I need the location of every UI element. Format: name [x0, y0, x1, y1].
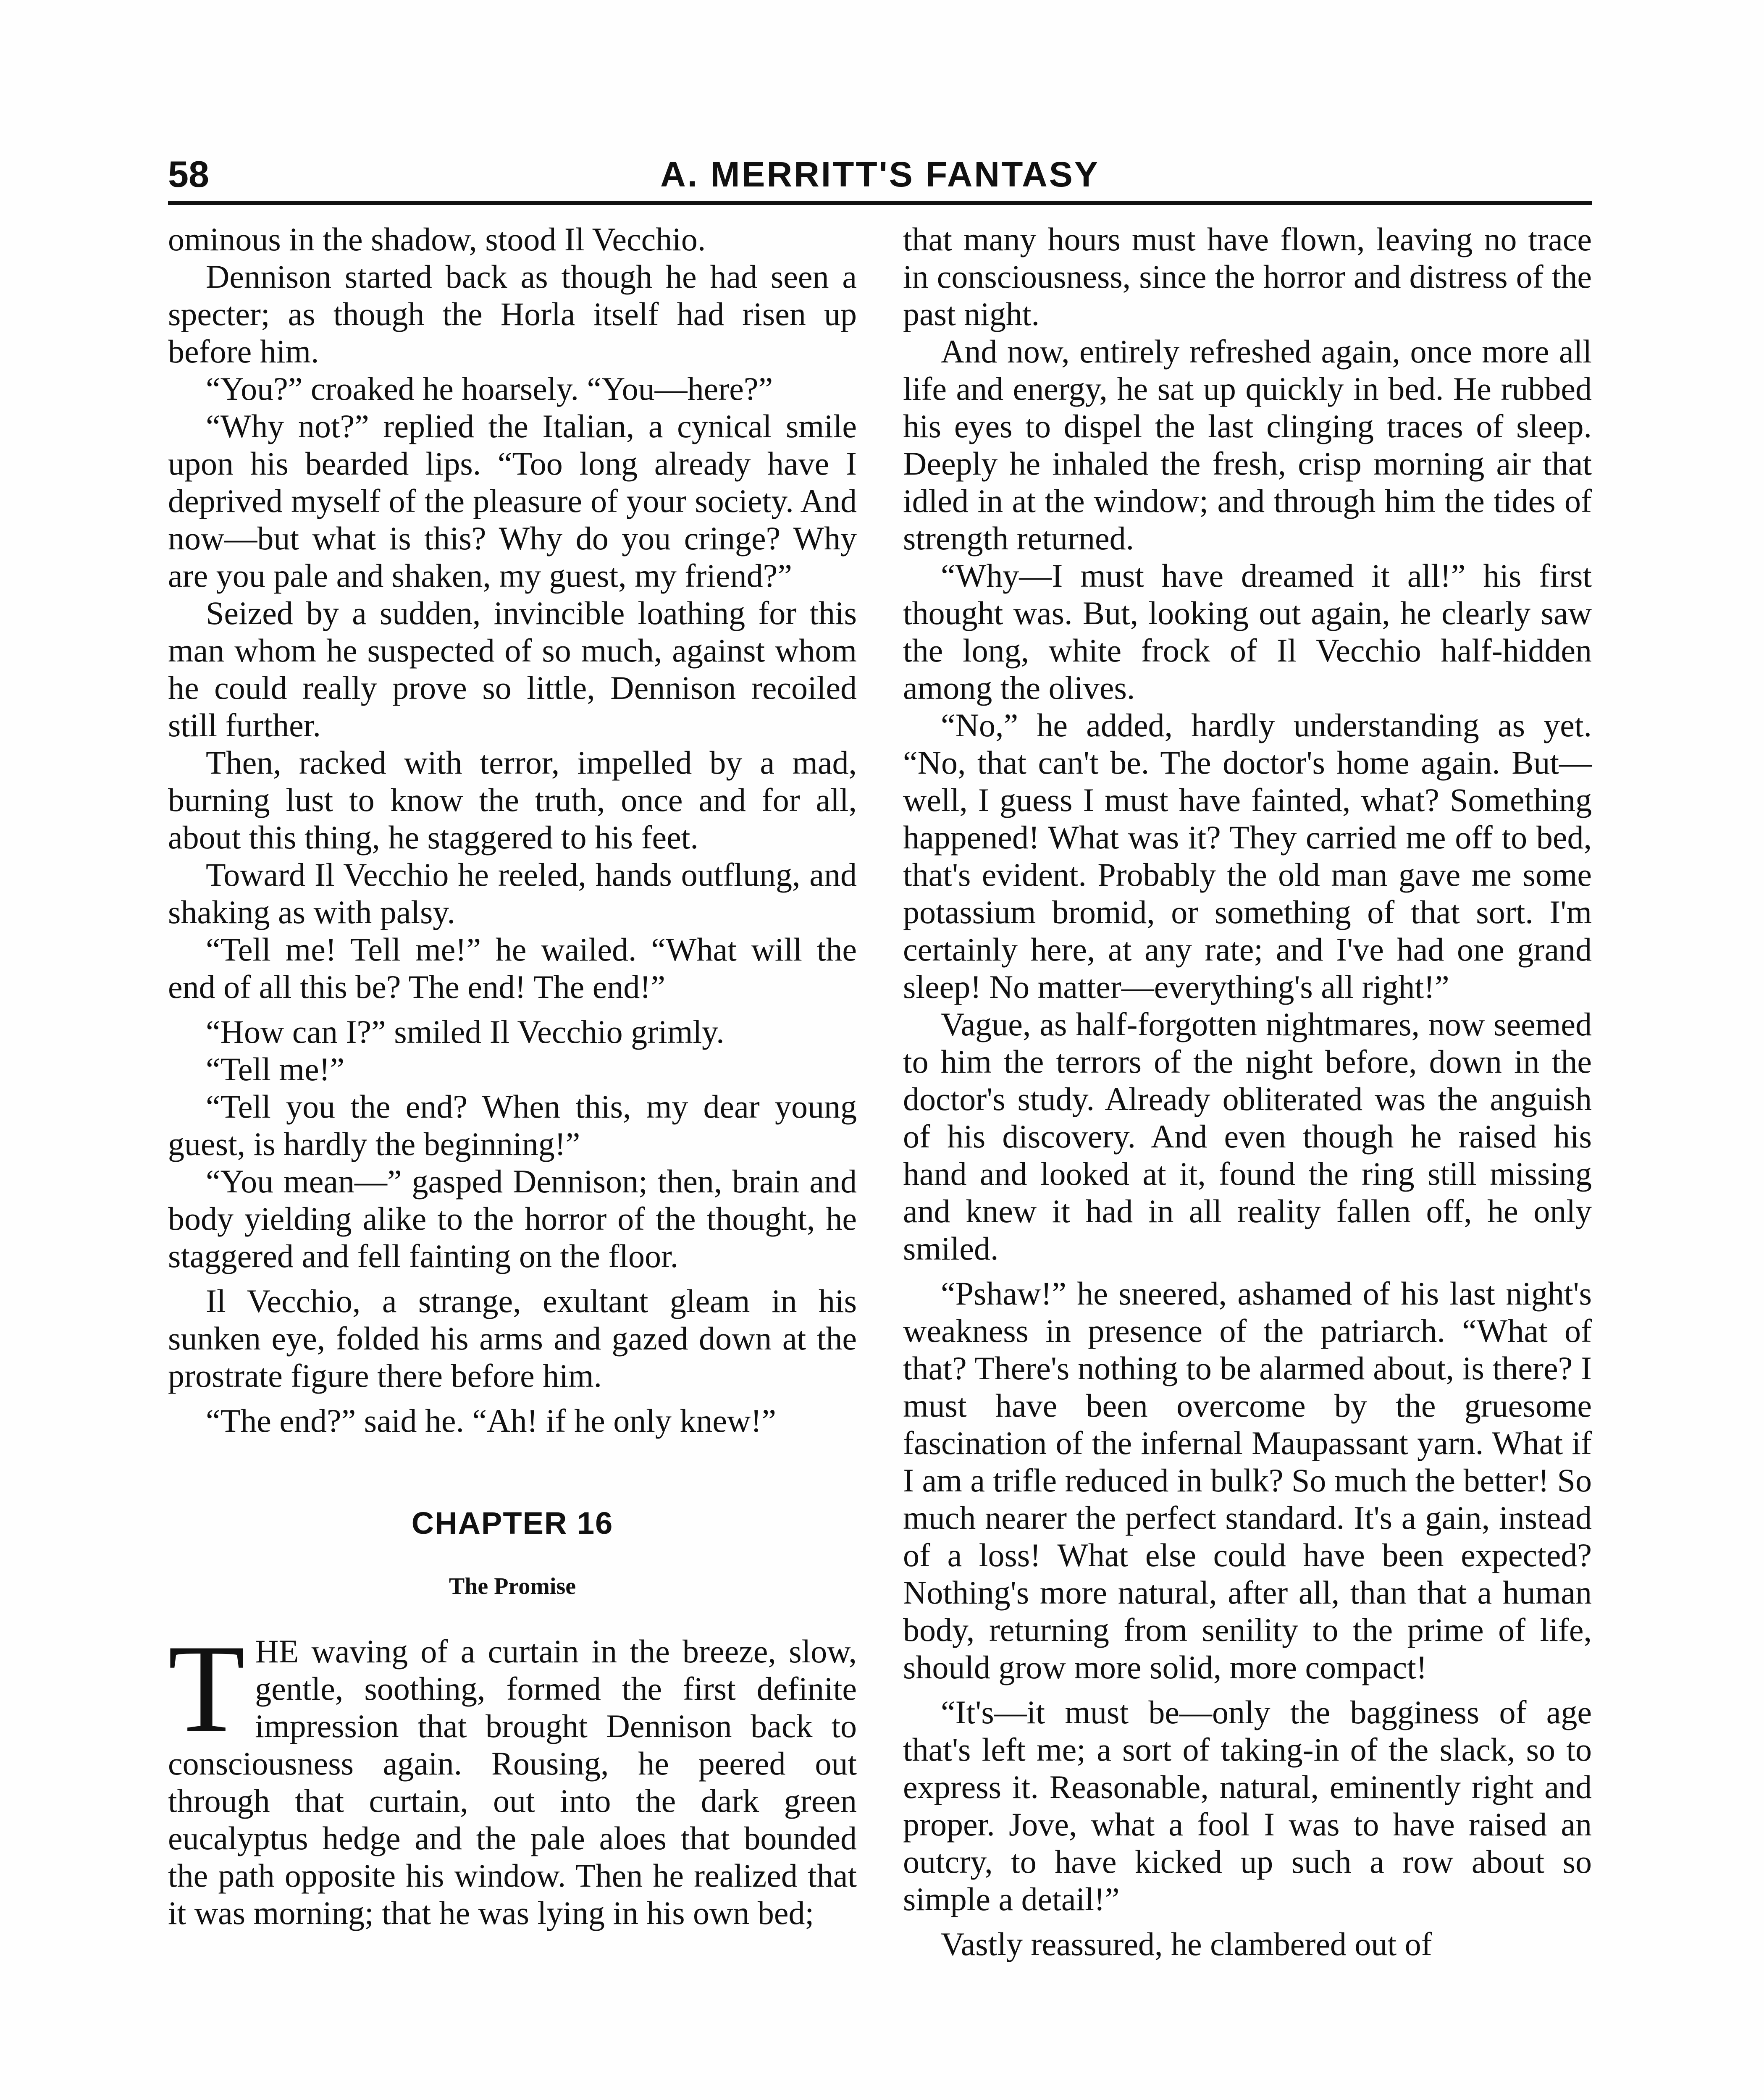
- paragraph: Il Vecchio, a strange, exultant gleam in his sunken eye, folded his arms and gazed down at the prostrate figure there before him.: [168, 1283, 857, 1394]
- paragraph: Dennison started back as though he had seen a specter; as though the Horla itself had risen up before him.: [168, 258, 857, 370]
- drop-cap: T: [168, 1619, 245, 1758]
- paragraph: “Tell me! Tell me!” he wailed. “What will the end of all this be? The end! The end!”: [168, 931, 857, 1005]
- paragraph: ominous in the shadow, stood Il Vecchio.: [168, 221, 706, 257]
- paragraph: Then, racked with terror, impelled by a mad, burning lust to know the truth, once and for all, about this thing, he staggered to his feet.: [168, 744, 857, 856]
- paragraph: “Why—I must have dreamed it all!” his first thought was. But, looking out again, he clearly saw the long, white frock of Il Vecchio half-hidden among the olives.: [903, 557, 1592, 706]
- paragraph: Seized by a sudden, invincible loathing for this man whom he suspected of so much, against whom he could really prove so little, Dennison recoiled still further.: [168, 595, 857, 743]
- paragraph: “You mean—” gasped Dennison; then, brain and body yielding alike to the horror of the thought, he staggered and fell fainting on the floor.: [168, 1163, 857, 1274]
- left-column: [168, 220, 857, 2100]
- paragraph: “How can I?” smiled Il Vecchio grimly.: [206, 1013, 724, 1050]
- running-head: A. MERRITT'S FANTASY: [660, 155, 1100, 194]
- paragraph: And now, entirely refreshed again, once more all life and energy, he sat up quickly in bed. He rubbed his eyes to dispel the last clinging traces of sleep. Deeply he inhaled the fresh, crisp morning air that idled in at the window; and through him the tides of strength returned.: [903, 333, 1592, 556]
- page-number: 58: [168, 153, 209, 195]
- paragraph: “The end?” said he. “Ah! if he only knew!”: [206, 1402, 776, 1439]
- paragraph: “Pshaw!” he sneered, ashamed of his last night's weakness in presence of the patriarch. “What of that? There's nothing to be alarmed about, is there? I must have been overcome by the gruesome fascination of the infernal Maupassant yarn. What if I am a trifle reduced in bulk? So much the better! So much nearer the perfect standard. It's a gain, instead of a loss! What else could have been expected? Nothing's more natural, after all, than that a human body, returning from senility to the prime of life, should grow more solid, more compact!: [903, 1275, 1592, 1685]
- page-header: [168, 151, 1592, 197]
- right-column: [903, 220, 1592, 2100]
- paragraph: “You?” croaked he hoarsely. “You—here?”: [206, 370, 773, 407]
- chapter-subtitle: The Promise: [449, 1573, 576, 1599]
- paragraph: that many hours must have flown, leaving no trace in consciousness, since the horror and distress of the past night.: [903, 221, 1592, 332]
- chapter-heading: CHAPTER 16: [411, 1506, 614, 1541]
- paragraph: Toward Il Vecchio he reeled, hands outflung, and shaking as with palsy.: [168, 856, 857, 930]
- paragraph: Vague, as half-forgotten nightmares, now seemed to him the terrors of the night before, down in the doctor's study. Already obliterated was the anguish of his discovery. And even though he raised his hand and looked at it, found the ring still missing and knew it had in all reality fallen off, he only smiled.: [903, 1006, 1592, 1267]
- paragraph: “Tell me!”: [206, 1051, 345, 1087]
- chapter-opening-paragraph: [168, 1619, 857, 1932]
- paragraph: Vastly reassured, he clambered out of: [941, 1926, 1432, 1962]
- chapter-opening-text: HE waving of a curtain in the breeze, slow, gentle, soothing, formed the first definite impression that brought Dennison back to consciousness again. Rousing, he peered out through that curtain, out into the dark green eucalyptus hedge and the pale aloes that bounded the path opposite his window. Then he realized that it was morning; that he was lying in his own bed;: [168, 1633, 857, 1931]
- paragraph: “Why not?” replied the Italian, a cynical smile upon his bearded lips. “Too long already have I deprived myself of the pleasure of your society. And now—but what is this? Why do you cringe? Why are you pale and shaken, my guest, my friend?”: [168, 408, 857, 594]
- paragraph: “Tell you the end? When this, my dear young guest, is hardly the beginning!”: [168, 1088, 857, 1162]
- paragraph: “It's—it must be—only the bagginess of age that's left me; a sort of taking-in of the slack, so to express it. Reasonable, natural, eminently right and proper. Jove, what a fool I was to have raised an outcry, to have kicked up such a row about so simple a detail!”: [903, 1694, 1592, 1917]
- paragraph: “No,” he added, hardly understanding as yet. “No, that can't be. The doctor's home again. But—well, I guess I must have fainted, what? Something happened! What was it? They carried me off to bed, that's evident. Probably the old man gave me some potassium bromid, or something of that sort. I'm certainly here, at any rate; and I've had one grand sleep! No matter—everything's all right!”: [903, 707, 1592, 1005]
- header-rule: [168, 201, 1592, 205]
